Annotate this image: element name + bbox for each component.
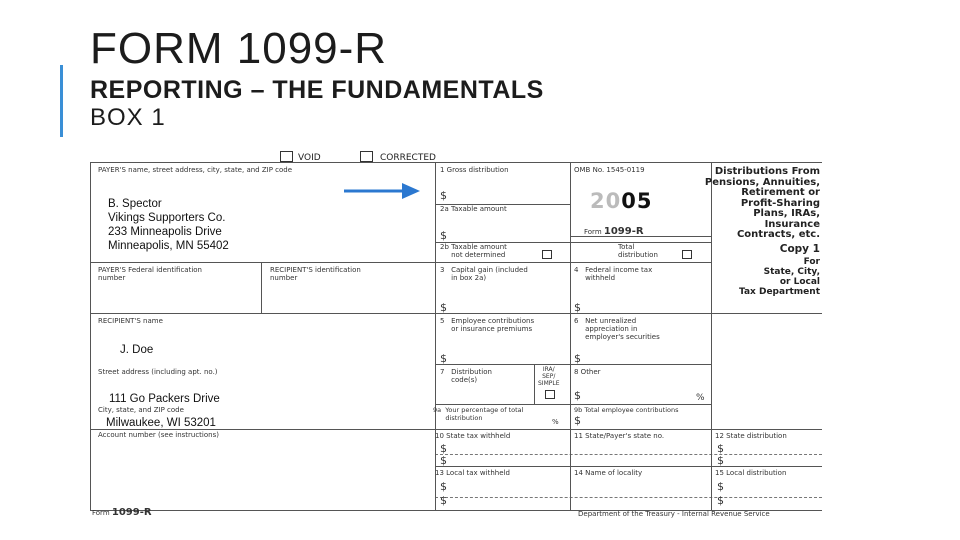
box3-label: 3 Capital gain (included in box 2a) (440, 266, 528, 282)
payer-line-1: B. Spector (108, 198, 162, 210)
void-label: VOID (298, 153, 321, 163)
box3-dollar: $ (440, 301, 447, 314)
box4-label: 4 Federal income tax withheld (574, 266, 653, 282)
box12-dollar-2: $ (717, 454, 724, 467)
box9b-dollar: $ (574, 414, 581, 427)
box9b-label: 9b Total employee contributions (574, 406, 679, 414)
payer-line-2: Vikings Supporters Co. (108, 212, 226, 224)
box12-label: 12 State distribution (715, 432, 787, 440)
box15-dollar-1: $ (717, 480, 724, 493)
box13-dollar-1: $ (440, 480, 447, 493)
box4-dollar: $ (574, 301, 581, 314)
payer-fid-label: PAYER'S Federal identification number (98, 266, 202, 282)
total-distribution-label: Total distribution (618, 243, 658, 259)
tax-year: 2005 (590, 189, 653, 213)
form-number-footer: Form 1099-R (92, 507, 152, 518)
box5-dollar: $ (440, 352, 447, 365)
form-title-right: Distributions From Pensions, Annuities, Retirement or Profit-Sharing Plans, IRAs, Insurance Contracts, etc. (704, 166, 820, 240)
box15-dollar-2: $ (717, 494, 724, 507)
street-address-label: Street address (including apt. no.) (98, 368, 218, 376)
box13-dollar-2: $ (440, 494, 447, 507)
payer-line-3: 233 Minneapolis Drive (108, 226, 222, 238)
form-1099r (90, 150, 822, 522)
box1-label: 1 Gross distribution (440, 166, 509, 174)
box2b-checkbox[interactable] (542, 250, 552, 259)
box10-dollar-1: $ (440, 442, 447, 455)
box-label: BOX 1 (90, 104, 166, 131)
ira-sep-simple-label: IRA/ SEP/ SIMPLE (538, 366, 560, 387)
street-address-value: 111 Go Packers Drive (109, 393, 220, 405)
box12-dollar-1: $ (717, 442, 724, 455)
copy-label: Copy 1 (779, 243, 820, 255)
box2a-dollar: $ (440, 229, 447, 242)
total-distribution-checkbox[interactable] (682, 250, 692, 259)
box5-label: 5 Employee contributions or insurance premiums (440, 317, 535, 333)
box11-label: 11 State/Payer's state no. (574, 432, 665, 440)
payer-line-4: Minneapolis, MN 55402 (108, 240, 229, 252)
box9a-label: 9a Your percentage of total distribution (433, 406, 524, 422)
box8-label: 8 Other (574, 368, 601, 376)
recipient-id-label: RECIPIENT'S identification number (270, 266, 361, 282)
box14-label: 14 Name of locality (574, 469, 643, 477)
slide-subtitle: REPORTING – THE FUNDAMENTALS (90, 76, 544, 104)
accent-bar (60, 65, 63, 137)
corrected-label: CORRECTED (380, 153, 436, 163)
box10-label: 10 State tax withheld (435, 432, 511, 440)
box8-percent: % (696, 393, 705, 403)
city-state-zip-value: Milwaukee, WI 53201 (106, 417, 216, 429)
ira-checkbox[interactable] (545, 390, 555, 399)
box6-dollar: $ (574, 352, 581, 365)
arrow-icon (342, 179, 422, 203)
box8-dollar: $ (574, 389, 581, 402)
void-checkbox[interactable] (280, 151, 293, 162)
box15-label: 15 Local distribution (715, 469, 787, 477)
box2b-label: 2b Taxable amount not determined (440, 243, 507, 259)
box2a-label: 2a Taxable amount (440, 205, 507, 213)
recipient-name-value: J. Doe (120, 344, 154, 356)
footer-agency: Department of the Treasury - Internal Revenue Service (578, 510, 770, 518)
box10-dollar-2: $ (440, 454, 447, 467)
omb-number: OMB No. 1545-0119 (574, 166, 645, 174)
city-state-zip-label: City, state, and ZIP code (98, 406, 184, 414)
box9a-percent: % (552, 418, 559, 426)
form-number-header: Form 1099-R (584, 226, 644, 237)
account-number-label: Account number (see instructions) (98, 431, 219, 439)
corrected-checkbox[interactable] (360, 151, 373, 162)
copy-description: For State, City, or Local Tax Department (738, 257, 820, 297)
box7-label: 7 Distribution code(s) (440, 368, 492, 384)
recipient-name-label: RECIPIENT'S name (98, 317, 163, 325)
payer-name-label: PAYER'S name, street address, city, state, and ZIP code (98, 166, 293, 174)
box13-label: 13 Local tax withheld (435, 469, 510, 477)
slide-title: FORM 1099-R (90, 24, 388, 73)
box1-dollar: $ (440, 189, 447, 202)
box6-label: 6 Net unrealized appreciation in employer's securities (574, 317, 660, 341)
